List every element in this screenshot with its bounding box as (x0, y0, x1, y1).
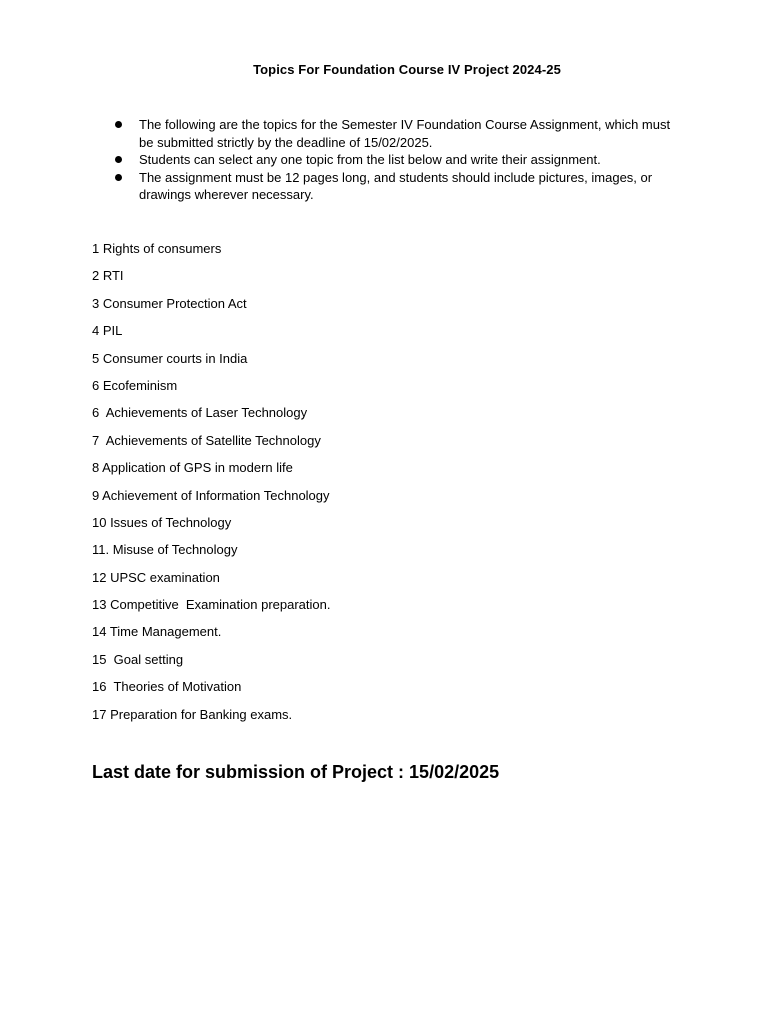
bullet-icon (115, 156, 122, 163)
topic-item: 6 Ecofeminism (92, 377, 178, 393)
topic-item: 6 Achievements of Laser Technology (92, 405, 308, 421)
topics-list (92, 240, 652, 733)
topic-item: 8 Application of GPS in modern life (92, 460, 293, 476)
instruction-text: The following are the topics for the Semester IV Foundation Course Assignment, which must be submitted strictly by the deadline of 15/02/2025. (139, 117, 671, 150)
instructions-list (112, 116, 672, 204)
topic-item: 13 Competitive Examination preparation. (92, 597, 331, 613)
topic-item: 2 RTI (92, 268, 124, 284)
topic-item: 16 Theories of Motivation (92, 679, 242, 695)
bullet-icon (115, 174, 122, 181)
topic-item: 9 Achievement of Information Technology (92, 487, 330, 503)
topic-item: 7 Achievements of Satellite Technology (92, 432, 321, 448)
instruction-text: Students can select any one topic from the list below and write their assignment. (139, 152, 601, 167)
topic-item: 4 PIL (92, 323, 123, 339)
instruction-item (112, 116, 672, 151)
bullet-icon (115, 121, 122, 128)
document-title: Topics For Foundation Course IV Project 2024-25 (253, 62, 561, 77)
instruction-item (112, 169, 672, 204)
instruction-text: The assignment must be 12 pages long, and students should include pictures, images, or drawings wherever necessary. (139, 169, 653, 202)
topic-item: 10 Issues of Technology (92, 514, 232, 530)
topic-item: 14 Time Management. (92, 624, 222, 640)
topic-item: 12 UPSC examination (92, 569, 220, 585)
topic-item: 1 Rights of consumers (92, 241, 222, 256)
topic-item: 11. Misuse of Technology (92, 542, 238, 558)
topic-item: 5 Consumer courts in India (92, 350, 248, 366)
instruction-item (112, 151, 672, 169)
topic-item: 17 Preparation for Banking exams. (92, 706, 293, 722)
topic-item: 15 Goal setting (92, 651, 184, 667)
submission-deadline: Last date for submission of Project : 15/02/2025 (92, 762, 500, 782)
topic-item: 3 Consumer Protection Act (92, 295, 247, 311)
